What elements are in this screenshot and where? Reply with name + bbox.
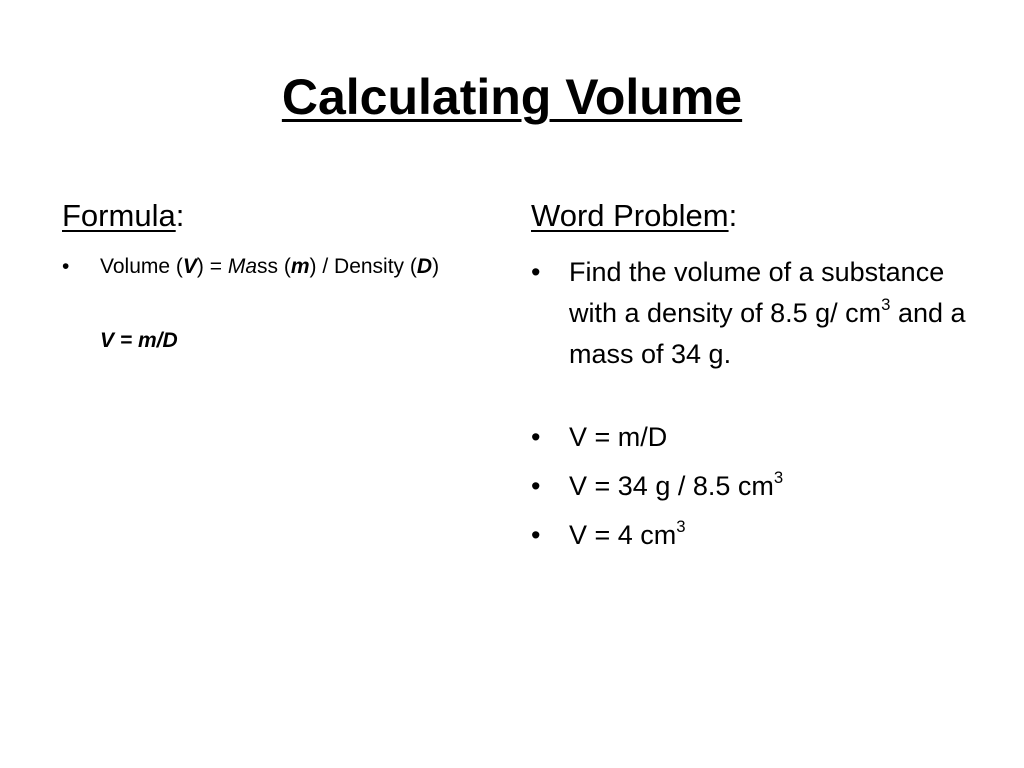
problem-superscript: 3 bbox=[881, 295, 891, 315]
formula-heading bbox=[62, 196, 184, 236]
bullet-icon: • bbox=[531, 520, 541, 550]
list-item bbox=[531, 252, 971, 375]
formula-column bbox=[62, 252, 492, 356]
solution-step bbox=[569, 417, 971, 458]
definition-var-d: D bbox=[416, 255, 433, 278]
bullet-icon: • bbox=[531, 471, 541, 501]
definition-text: Volume ( bbox=[100, 255, 183, 278]
definition-var-v: V bbox=[182, 255, 197, 278]
formula-heading-colon: : bbox=[175, 198, 185, 233]
definition-mass-italic: Ma bbox=[227, 255, 258, 278]
problem-text: and a mass of 34 g. bbox=[569, 298, 966, 369]
solution-step bbox=[569, 515, 971, 556]
word-problem-column bbox=[531, 252, 971, 556]
volume-definition bbox=[100, 252, 492, 282]
definition-var-m: m bbox=[290, 255, 310, 278]
bullet-icon: • bbox=[531, 422, 541, 452]
problem-text: Find the volume of a substance with a density of 8.5 g/ cm bbox=[569, 257, 945, 328]
list-item bbox=[531, 417, 971, 458]
definition-text: ) = bbox=[196, 255, 228, 278]
definition-text: ss ( bbox=[257, 255, 291, 278]
formula-heading-text: Formula bbox=[62, 198, 176, 233]
solution-step bbox=[569, 466, 971, 507]
step-text: V = 34 g / 8.5 cm bbox=[569, 471, 774, 501]
bullet-icon: • bbox=[62, 255, 70, 278]
spacer bbox=[531, 375, 971, 417]
definition-text: ) bbox=[432, 255, 440, 278]
word-problem-heading-text: Word Problem bbox=[531, 198, 729, 233]
definition-text: ) / Density ( bbox=[309, 255, 417, 278]
step-superscript: 3 bbox=[676, 517, 686, 537]
list-item bbox=[62, 252, 492, 282]
slide-title: Calculating Volume bbox=[281, 69, 743, 125]
step-text: V = 4 cm bbox=[569, 520, 677, 550]
list-item bbox=[531, 515, 971, 556]
volume-formula: V = m/D bbox=[100, 329, 178, 352]
step-text: V = m/D bbox=[569, 422, 668, 452]
word-problem-heading bbox=[531, 196, 737, 236]
bullet-icon: • bbox=[531, 257, 541, 287]
problem-statement bbox=[569, 252, 971, 375]
list-item bbox=[531, 466, 971, 507]
word-problem-heading-colon: : bbox=[728, 198, 738, 233]
step-superscript: 3 bbox=[773, 468, 784, 488]
